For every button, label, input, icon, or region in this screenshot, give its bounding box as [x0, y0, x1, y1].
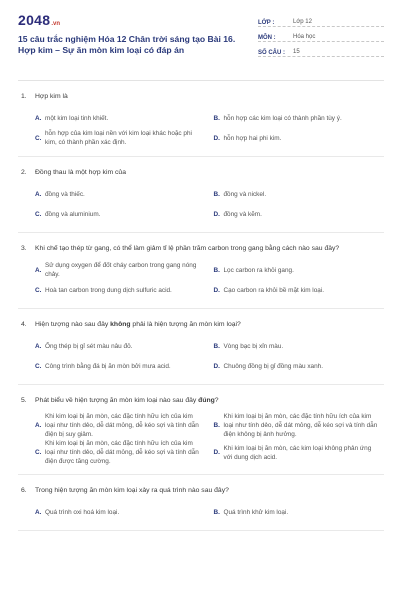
document-header: [18, 12, 384, 80]
option-b[interactable]: [214, 336, 385, 356]
option-key: A.: [35, 266, 42, 274]
option-key: C.: [35, 286, 42, 294]
question-text-before: Phát biểu về hiện tượng ăn mòn kim loại nào sau đây: [35, 397, 199, 404]
option-b[interactable]: [214, 412, 385, 439]
question-text: [35, 320, 241, 330]
question-head: [18, 92, 384, 102]
option-d[interactable]: [214, 280, 385, 300]
option-text: hỗn hợp của kim loại nền với kim loại khác hoặc phi kim, có thành phần xác định.: [45, 130, 192, 146]
option-key: A.: [35, 190, 42, 198]
question-3: [18, 233, 384, 309]
question-text: Đồng thau là một hợp kim của: [35, 169, 126, 176]
option-text: hỗn hợp các kim loại có thành phần tùy ý.: [223, 114, 342, 122]
option-key: A.: [35, 422, 42, 429]
meta-value: 15: [293, 49, 300, 55]
option-key: B.: [213, 422, 220, 429]
document-title: 15 câu trắc nghiệm Hóa 12 Chân trời sáng tạo Bài 16. Hợp kim – Sự ăn mòn kim loại có đáp án: [18, 34, 236, 55]
option-text: Khi kim loại bị ăn mòn, các đặc tính hữu ích của kim loại như tính dẻo, dễ dát mỏng, dễ kéo sợi và tính dẫn điện không bị ảnh hưởng.: [223, 413, 378, 438]
question-2: [18, 157, 384, 233]
option-b[interactable]: [214, 184, 385, 204]
question-4: [18, 309, 384, 385]
option-key: C.: [35, 362, 42, 370]
option-d[interactable]: [214, 356, 385, 376]
option-a[interactable]: [35, 260, 206, 280]
meta-row-grade: [258, 14, 384, 27]
option-text: Khi kim loại bị ăn mòn, các đặc tính hữu ích của kim loại như tính dẻo, dễ dát mỏng, dễ kéo sợi và tính dẫn điện bị suy giảm.: [45, 413, 199, 438]
meta-label: MÔN :: [258, 35, 276, 41]
option-key: C.: [35, 134, 42, 142]
option-text: đồng và nickel.: [223, 190, 267, 198]
header-left: [18, 12, 236, 56]
option-c[interactable]: [35, 128, 206, 148]
option-key: D.: [213, 286, 220, 294]
question-head: [18, 486, 384, 496]
option-a[interactable]: [35, 336, 206, 356]
option-text: đồng và thiếc.: [45, 190, 85, 198]
meta-label: SỐ CÂU :: [258, 50, 285, 56]
answer-options: [18, 412, 384, 466]
answer-options: [18, 108, 384, 148]
option-text: Chuông đồng bị gỉ đồng màu xanh.: [223, 362, 323, 370]
meta-value: Hóa học: [293, 34, 316, 40]
option-a[interactable]: [35, 412, 206, 439]
option-text: Quá trình khử kim loại.: [223, 508, 289, 516]
option-key: B.: [213, 114, 220, 122]
option-text: Lọc carbon ra khỏi gang.: [223, 266, 294, 274]
question-number: 1.: [21, 93, 27, 100]
option-text: hỗn hợp hai phi kim.: [223, 134, 282, 142]
question-head: [18, 244, 384, 254]
question-6: [18, 475, 384, 531]
answer-options: [18, 260, 384, 300]
document-meta: [258, 14, 384, 59]
option-a[interactable]: [35, 502, 206, 522]
question-text-after: phải là hiện tượng ăn mòn kim loại?: [130, 321, 241, 328]
answer-options: [18, 502, 384, 522]
option-key: A.: [35, 342, 42, 350]
question-number: 3.: [21, 245, 27, 252]
option-text: Sử dụng oxygen để đốt cháy carbon trong gang nóng chảy.: [45, 262, 197, 278]
logo-main-text: 2048: [18, 12, 51, 28]
question-head: [18, 168, 384, 178]
question-1: [18, 81, 384, 157]
option-b[interactable]: [214, 260, 385, 280]
option-d[interactable]: [214, 439, 385, 466]
logo-suffix-text: .vn: [51, 21, 61, 27]
option-b[interactable]: [214, 502, 385, 522]
question-text: [35, 396, 219, 406]
question-5: [18, 385, 384, 475]
question-number: 5.: [21, 397, 27, 404]
option-key: D.: [213, 449, 220, 456]
question-text: Khi chế tạo thép từ gang, có thể làm giảm tỉ lệ phần trăm carbon trong gang bằng cách nào sau đây?: [35, 245, 340, 252]
option-key: D.: [213, 362, 220, 370]
option-text: Vòng bạc bị xỉn màu.: [223, 342, 284, 350]
answer-options: [18, 336, 384, 376]
option-text: Khi kim loại bị ăn mòn, các đặc tính hữu ích của kim loại như tính dẻo, dễ dát mỏng, dễ kéo sợi và tính dẫn điện được tăng cường.: [45, 440, 199, 465]
option-key: D.: [213, 134, 220, 142]
meta-value: Lớp 12: [293, 19, 312, 25]
question-text-after: ?: [214, 397, 219, 404]
option-text: Cạo carbon ra khỏi bề mặt kim loại.: [223, 286, 325, 294]
option-a[interactable]: [35, 184, 206, 204]
question-text: Hợp kim là: [35, 93, 68, 100]
option-c[interactable]: [35, 204, 206, 224]
option-text: đồng và kẽm.: [223, 210, 262, 218]
question-text-emphasis: đúng: [198, 397, 215, 404]
option-text: Quá trình oxi hoá kim loại.: [45, 508, 120, 516]
meta-row-subject: [258, 29, 384, 42]
option-text: Hoà tan carbon trong dung dịch sulfuric acid.: [45, 286, 172, 294]
option-key: A.: [35, 114, 42, 122]
option-c[interactable]: [35, 280, 206, 300]
option-a[interactable]: [35, 108, 206, 128]
option-text: Khi kim loại bị ăn mòn, các kim loại không phản ứng với dung dịch acid.: [223, 444, 372, 461]
option-key: B.: [213, 508, 220, 516]
site-logo[interactable]: [18, 12, 236, 28]
option-key: A.: [35, 508, 42, 516]
option-key: B.: [213, 342, 220, 350]
question-number: 2.: [21, 169, 27, 176]
question-head: [18, 320, 384, 330]
option-d[interactable]: [214, 128, 385, 148]
option-key: D.: [213, 210, 220, 218]
option-key: B.: [213, 190, 220, 198]
question-number: 4.: [21, 321, 27, 328]
question-number: 6.: [21, 487, 27, 494]
option-d[interactable]: [214, 204, 385, 224]
option-text: Ống thép bị gỉ sét màu nâu đỏ.: [45, 342, 133, 350]
meta-row-count: [258, 44, 384, 57]
option-text: đồng và aluminium.: [45, 210, 101, 218]
option-key: C.: [35, 210, 42, 218]
question-text-emphasis: không: [110, 321, 131, 328]
option-c[interactable]: [35, 439, 206, 466]
option-b[interactable]: [214, 108, 385, 128]
option-c[interactable]: [35, 356, 206, 376]
question-text-before: Hiện tượng nào sau đây: [35, 321, 111, 328]
question-head: [18, 396, 384, 406]
meta-label: LỚP :: [258, 20, 275, 26]
option-key: C.: [35, 449, 42, 456]
option-text: một kim loại tinh khiết.: [45, 114, 109, 122]
option-text: Công trình bằng đá bị ăn mòn bởi mưa acid.: [45, 362, 171, 370]
option-key: B.: [213, 266, 220, 274]
answer-options: [18, 184, 384, 224]
question-text: Trong hiện tượng ăn mòn kim loại xảy ra quá trình nào sau đây?: [35, 487, 229, 494]
